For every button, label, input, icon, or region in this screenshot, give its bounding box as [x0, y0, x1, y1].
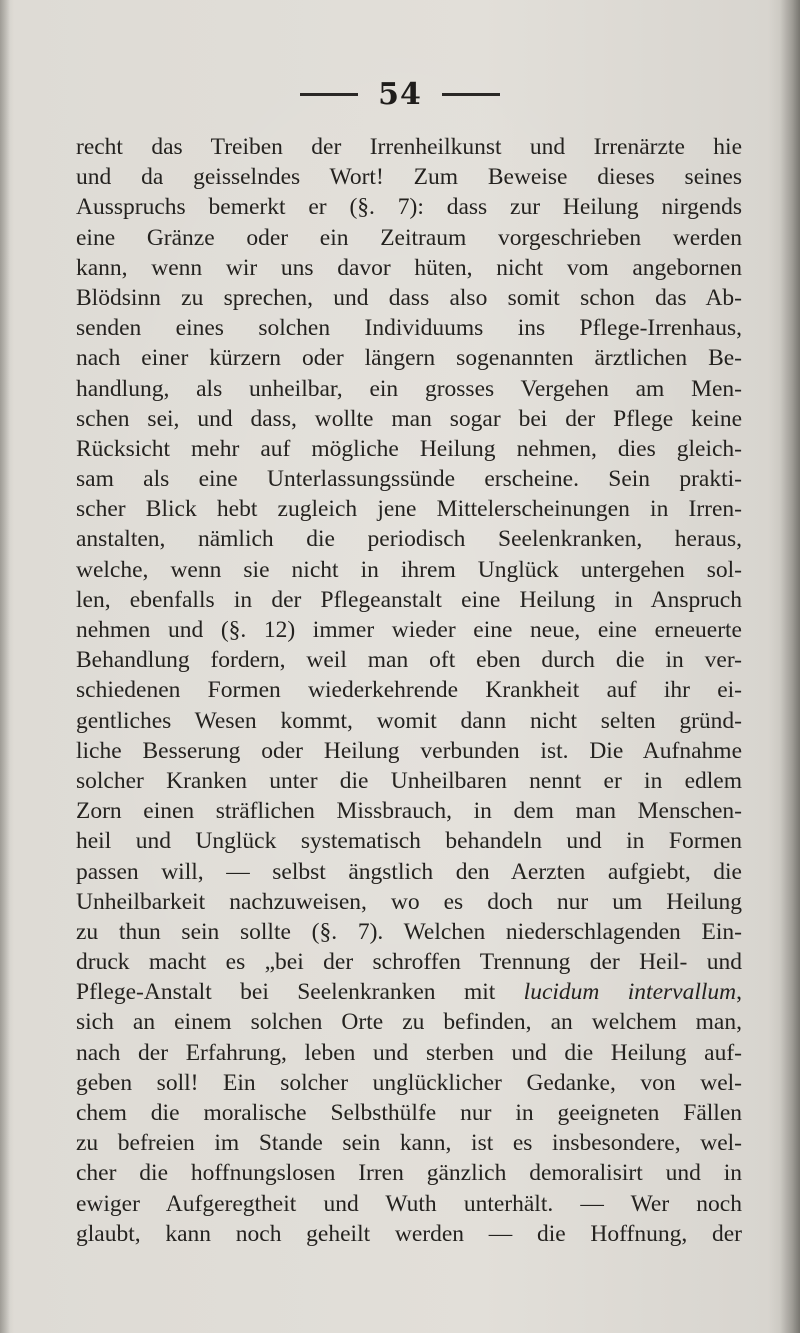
text-line-content: zu thun sein sollte (§. 7). Welchen niederschlagenden Ein-: [76, 918, 742, 945]
text-line-content: cher die hoffnungslosen Irren gänzlich demoralisirt und in: [76, 1160, 742, 1187]
text-line-content: scher Blick hebt zugleich jene Mittelerscheinungen in Irren-: [76, 496, 742, 523]
header-rule-right: [442, 93, 500, 96]
text-line-content: len, ebenfalls in der Pflegeanstalt eine Heilung in Anspruch: [76, 586, 742, 613]
text-line: [76, 1189, 742, 1219]
text-line-content: Pflege-Anstalt bei Seelenkranken mit: [76, 979, 524, 1006]
text-line: [76, 1219, 742, 1249]
text-line: [76, 464, 742, 494]
text-line-content: Rücksicht mehr auf mögliche Heilung nehmen, dies gleich-: [76, 435, 742, 462]
text-line: [76, 132, 742, 162]
text-line: [76, 826, 742, 856]
text-line: [76, 162, 742, 192]
text-line: [76, 1007, 742, 1037]
text-line: [76, 404, 742, 434]
text-line: [76, 857, 742, 887]
text-line-content: nach einer kürzern oder längern sogenannten ärztlichen Be-: [76, 345, 742, 372]
text-line: [76, 585, 742, 615]
text-line: [76, 374, 742, 404]
text-line: [76, 615, 742, 645]
text-line: [76, 1098, 742, 1128]
text-line-content: Ausspruchs bemerkt er (§. 7): dass zur Heilung nirgends: [76, 194, 742, 221]
text-line-content: welche, wenn sie nicht in ihrem Unglück untergehen sol-: [76, 556, 742, 583]
text-line: [76, 283, 742, 313]
text-line-content: recht das Treiben der Irrenheilkunst und Irrenärzte hie: [76, 134, 742, 160]
text-line-content: nehmen und (§. 12) immer wieder eine neue, eine erneuerte: [76, 617, 742, 643]
text-line: [76, 887, 742, 917]
text-line: [76, 645, 742, 675]
page-number: 54: [378, 76, 422, 112]
text-line: [76, 796, 742, 826]
text-line: [76, 313, 742, 343]
text-line-content: Zorn einen sträflichen Missbrauch, in dem man Menschen-: [76, 798, 742, 825]
text-line-content: passen will, — selbst ängstlich den Aerzten aufgiebt, die: [76, 858, 742, 885]
text-line: [76, 434, 742, 464]
text-line: [76, 1038, 742, 1068]
text-line-content: druck macht es „bei der schroffen Trennung der Heil- und: [76, 949, 742, 976]
text-line-content: anstalten, nämlich die periodisch Seelenkranken, heraus,: [76, 526, 742, 553]
text-line-content: liche Besserung oder Heilung verbunden ist. Die Aufnahme: [76, 737, 742, 764]
text-line-content: sich an einem solchen Orte zu befinden, an welchem man,: [76, 1009, 742, 1036]
text-line-content: schen sei, und dass, wollte man sogar bei der Pflege keine: [76, 405, 742, 432]
text-line-content: solcher Kranken unter die Unheilbaren nennt er in edlem: [76, 767, 742, 794]
text-line: [76, 736, 742, 766]
text-line-content: Behandlung fordern, weil man oft eben durch die in ver-: [76, 647, 742, 674]
text-line: [76, 1068, 742, 1098]
text-line: [76, 524, 742, 554]
text-line-content: ewiger Aufgeregtheit und Wuth unterhält. — Wer noch: [76, 1190, 742, 1217]
text-line-content: Unheilbarkeit nachzuweisen, wo es doch nur um Heilung: [76, 888, 742, 915]
text-line: [76, 917, 742, 947]
text-line: [76, 947, 742, 977]
text-line-content: zu befreien im Stande sein kann, ist es insbesondere, wel-: [76, 1130, 742, 1157]
text-line-content: kann, wenn wir uns davor hüten, nicht vom angebornen: [76, 254, 742, 281]
text-line: [76, 766, 742, 796]
text-line-content: handlung, als unheilbar, ein grosses Vergehen am Men-: [76, 375, 742, 402]
page-left-shadow: [0, 0, 10, 1333]
text-line: [76, 1158, 742, 1188]
text-line-content: Blödsinn zu sprechen, und dass also somit schon das Ab-: [76, 284, 742, 311]
page-header: [0, 74, 800, 114]
text-line: [76, 494, 742, 524]
page-right-shadow: [780, 0, 800, 1333]
text-line: [76, 253, 742, 283]
text-line: [76, 343, 742, 373]
text-line-content: eine Gränze oder ein Zeitraum vorgeschrieben werden: [76, 224, 742, 251]
header-rule-left: [300, 93, 358, 96]
text-line-content: heil und Unglück systematisch behandeln und in Formen: [76, 828, 742, 855]
text-line-content: nach der Erfahrung, leben und sterben und die Heilung auf-: [76, 1039, 742, 1066]
text-line: [76, 675, 742, 705]
italic-phrase: lucidum intervallum: [523, 979, 737, 1006]
text-line: [76, 555, 742, 585]
text-line-content: und da geisselndes Wort! Zum Beweise dieses seines: [76, 164, 742, 191]
text-line-content: glaubt, kann noch geheilt werden — die Hoffnung, der: [76, 1220, 742, 1247]
text-line-tail: ,: [736, 979, 742, 1006]
body-text: [76, 132, 742, 1249]
text-line: [76, 1128, 742, 1158]
text-line-content: sam als eine Unterlassungssünde erscheine. Sein prakti-: [76, 466, 742, 493]
text-line: [76, 192, 742, 222]
text-line-content: chem die moralische Selbsthülfe nur in geeigneten Fällen: [76, 1100, 742, 1126]
text-line-content: gentliches Wesen kommt, womit dann nicht selten gründ-: [76, 707, 742, 734]
text-line-content: geben soll! Ein solcher unglücklicher Gedanke, von wel-: [76, 1069, 742, 1096]
text-line: [76, 977, 742, 1007]
text-line-content: senden eines solchen Individuums ins Pflege-Irrenhaus,: [76, 315, 742, 342]
text-line: [76, 706, 742, 736]
text-line-content: schiedenen Formen wiederkehrende Krankheit auf ihr ei-: [76, 677, 742, 704]
text-line: [76, 223, 742, 253]
